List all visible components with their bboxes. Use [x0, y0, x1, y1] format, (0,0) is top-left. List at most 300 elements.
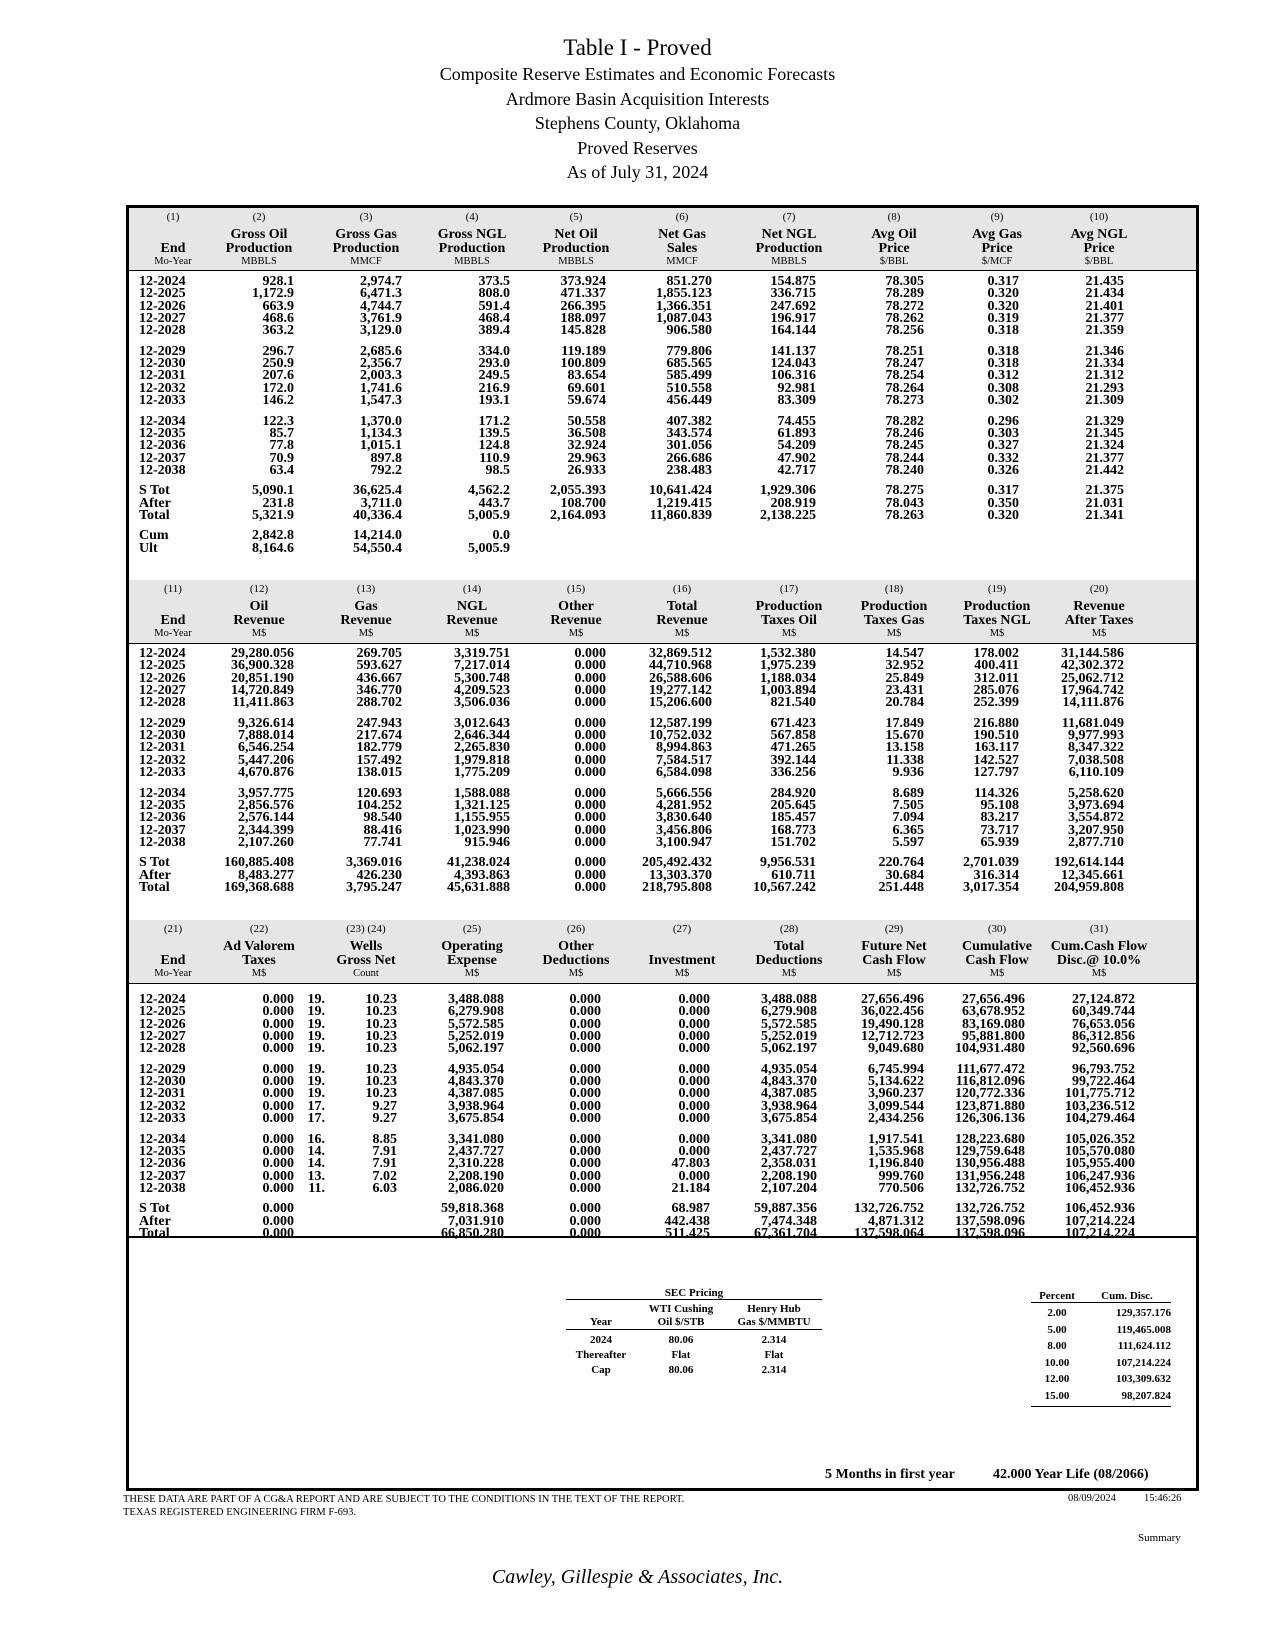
- column-header-line1: Cum.Cash Flow: [1050, 939, 1148, 954]
- cell-value: 44,710.968: [649, 658, 712, 674]
- report-title-block: [0, 34, 1275, 185]
- cell-value: 19,277.142: [649, 683, 712, 699]
- cell-value: 129,759.648: [955, 1143, 1025, 1159]
- months-first-year: 5 Months in first year: [825, 1467, 955, 1482]
- cell-value: 5,062.197: [761, 1041, 817, 1057]
- cell-value: 30.684: [885, 867, 924, 883]
- cell-value: 83.217: [980, 810, 1019, 826]
- column-number: (9): [990, 211, 1004, 223]
- cell-value: 59,818.368: [441, 1201, 504, 1217]
- table-row: [129, 1113, 1196, 1125]
- cell-value: 1,087.043: [656, 311, 712, 327]
- cell-value: 2,138.225: [760, 507, 816, 523]
- cell-value: 160,885.408: [224, 855, 294, 871]
- table-row: [129, 462, 1196, 478]
- cell-value: 0.296: [987, 413, 1019, 429]
- column-number: (19): [987, 583, 1007, 595]
- cell-value: 6,279.908: [761, 1004, 817, 1020]
- cell-value: 17.849: [885, 715, 924, 731]
- cell-value: 0.000: [262, 1213, 294, 1229]
- cell-value: 928.1: [262, 274, 294, 289]
- cell-value: 21.184: [671, 1180, 710, 1196]
- column-unit: MMCF: [666, 256, 698, 267]
- cell-value: 663.9: [262, 298, 294, 314]
- cell-value: 41,238.024: [447, 855, 510, 871]
- cell-value: 171.2: [478, 413, 510, 429]
- row-label: 12-2027: [139, 683, 186, 699]
- cell-value: 1,588.088: [454, 785, 510, 801]
- cell-value: 42,302.372: [1061, 658, 1124, 674]
- row-label: 12-2028: [139, 695, 186, 711]
- cell-value: 21.359: [1085, 323, 1124, 339]
- row-label: 12-2033: [139, 393, 186, 409]
- cell-value: 63,678.952: [962, 1004, 1025, 1020]
- cell-value: 20,851.190: [231, 670, 294, 686]
- cell-value: 5,321.9: [252, 507, 294, 523]
- cell-value: 0.000: [678, 1061, 710, 1077]
- column-header-line2: Taxes Gas: [863, 613, 925, 628]
- cell-value: 66,850.280: [441, 1225, 504, 1241]
- cell-value: 0.000: [262, 1061, 294, 1077]
- cell-value: 0.000: [569, 1016, 601, 1032]
- row-label: 12-2031: [139, 368, 186, 384]
- cell-value: 32.952: [885, 658, 924, 674]
- cell-value: 0.000: [569, 1061, 601, 1077]
- sec-gas-price: Flat: [764, 1349, 784, 1361]
- cell-value: 21.334: [1085, 356, 1124, 372]
- cell-value: 13.158: [885, 740, 924, 756]
- cell-value: 65.939: [980, 834, 1019, 850]
- disclaimer-text: THESE DATA ARE PART OF A CG&A REPORT AND ARE SUBJECT TO THE CONDITIONS IN THE TEXT OF THE REPORT.: [123, 1494, 685, 1505]
- cell-value: 21.442: [1085, 462, 1124, 478]
- footer-disclaimer: [123, 1493, 684, 1519]
- sec-gas-price: 2.314: [761, 1334, 787, 1346]
- cell-value: 36,900.328: [231, 658, 294, 674]
- cell-value: 0.000: [262, 1131, 294, 1147]
- cell-value: 131,956.248: [955, 1168, 1025, 1184]
- cell-value: 2,265.830: [454, 740, 510, 756]
- cell-value: 78.246: [885, 425, 924, 441]
- cell-value: 0.317: [987, 274, 1019, 289]
- cell-value: 2,003.3: [360, 368, 402, 384]
- cell-value: 8,164.6: [252, 540, 294, 556]
- report-time-stamp: 15:46:26: [1144, 1493, 1182, 1504]
- row-label: 12-2027: [139, 1029, 186, 1045]
- cell-value: 178.002: [973, 646, 1019, 661]
- cell-value: 0.000: [569, 1213, 601, 1229]
- cell-value: 316.314: [973, 867, 1019, 883]
- column-header-line1: Net Gas: [658, 227, 706, 242]
- cell-value: 0.327: [987, 438, 1019, 454]
- column-header-line2: Sales: [666, 241, 698, 256]
- cell-value: 7,217.014: [454, 658, 510, 674]
- column-number: (2): [252, 211, 266, 223]
- cell-value: 363.2: [262, 323, 294, 339]
- cell-value: 21.031: [1085, 495, 1124, 511]
- cell-value: 0.000: [574, 810, 606, 826]
- cell-value: 0.000: [262, 1201, 294, 1217]
- cell-value: 301.056: [666, 438, 712, 454]
- row-label: 12-2026: [139, 298, 186, 314]
- cell-value: 220.764: [878, 855, 924, 871]
- column-number: (29): [884, 923, 904, 935]
- discount-value: 103,309.632: [1116, 1373, 1171, 1385]
- percent-header: Percent: [1031, 1290, 1083, 1303]
- column-header-line2: End: [160, 953, 186, 968]
- cell-value: 610.711: [771, 867, 816, 883]
- cell-value: 510.558: [666, 380, 712, 396]
- cell-value: 137,598.096: [955, 1225, 1025, 1241]
- cell-value: 2,164.093: [550, 507, 606, 523]
- row-label: 12-2037: [139, 822, 186, 838]
- column-header-line2: Investment: [648, 953, 716, 968]
- cell-value: 8.85: [372, 1131, 397, 1147]
- cell-value: 85.7: [269, 425, 294, 441]
- row-label: Cum: [139, 528, 169, 544]
- cell-value: 114.326: [974, 785, 1019, 801]
- cell-value: 21.375: [1085, 483, 1124, 499]
- cell-value: 4,209.523: [454, 683, 510, 699]
- cell-value: 14.: [307, 1156, 325, 1172]
- cell-value: 42.717: [777, 462, 816, 478]
- column-header-line1: Gross Oil: [230, 227, 288, 242]
- cell-value: 1,547.3: [360, 393, 402, 409]
- column-header-line2: Cash Flow: [862, 953, 926, 968]
- cell-value: 0.000: [262, 1074, 294, 1090]
- cell-value: 9.27: [372, 1098, 397, 1114]
- cell-value: 3,488.088: [448, 992, 504, 1007]
- cell-value: 3,319.751: [454, 646, 510, 661]
- table-row: [129, 540, 1196, 556]
- cell-value: 296.7: [262, 343, 294, 359]
- cell-value: 10,567.242: [753, 879, 816, 895]
- cell-value: 4,387.085: [761, 1086, 817, 1102]
- cell-value: 0.000: [678, 1041, 710, 1057]
- row-label: 12-2027: [139, 311, 186, 327]
- cell-value: 63.4: [269, 462, 294, 478]
- report-title: Table I - Proved: [563, 35, 712, 60]
- column-header-line1: Wells: [349, 939, 383, 954]
- gas-header-line1: Henry Hub: [747, 1303, 801, 1315]
- cell-value: 0.320: [987, 507, 1019, 523]
- cell-value: 19.: [307, 1016, 325, 1032]
- cell-value: 27,656.496: [861, 992, 924, 1007]
- row-label: 12-2034: [139, 1131, 186, 1147]
- column-number: (13): [356, 583, 376, 595]
- table-row: [129, 507, 1196, 523]
- cell-value: 36.508: [567, 425, 606, 441]
- cell-value: 3,456.806: [656, 822, 712, 838]
- cell-value: 19,490.128: [861, 1016, 924, 1032]
- cell-value: 0.000: [678, 1074, 710, 1090]
- column-header-line2: Deductions: [755, 953, 823, 968]
- row-label: 12-2038: [139, 462, 186, 478]
- sec-oil-price: 80.06: [668, 1334, 694, 1346]
- column-unit: Mo-Year: [154, 256, 192, 267]
- row-label: After: [139, 495, 171, 511]
- cell-value: 6,546.254: [238, 740, 294, 756]
- cell-value: 0.000: [262, 1225, 294, 1241]
- column-number: (25): [462, 923, 482, 935]
- discount-value: 111,624.112: [1117, 1340, 1171, 1352]
- cell-value: 19.: [307, 1074, 325, 1090]
- cell-value: 0.000: [262, 1143, 294, 1159]
- column-header-line1: Revenue: [1073, 599, 1125, 614]
- sec-oil-price: Flat: [671, 1349, 691, 1361]
- cell-value: 78.043: [885, 495, 924, 511]
- cell-value: 1,929.306: [760, 483, 816, 499]
- cell-value: 0.000: [574, 646, 606, 661]
- cell-value: 15,206.600: [649, 695, 712, 711]
- cell-value: 407.382: [666, 413, 712, 429]
- column-header-line1: Other: [558, 939, 594, 954]
- cell-value: 19.: [307, 1061, 325, 1077]
- cell-value: 999.760: [878, 1168, 924, 1184]
- cell-value: 1,855.123: [656, 286, 712, 302]
- sec-year: Thereafter: [575, 1349, 627, 1361]
- cell-value: 1,188.034: [760, 670, 816, 686]
- cell-value: 0.320: [987, 298, 1019, 314]
- cell-value: 5.597: [892, 834, 924, 850]
- cell-value: 27,656.496: [962, 992, 1025, 1007]
- cell-value: 3,012.643: [454, 715, 510, 731]
- row-label: 12-2036: [139, 810, 186, 826]
- cell-value: 5,005.9: [468, 540, 510, 556]
- cell-value: 19.: [307, 992, 325, 1007]
- cell-value: 0.000: [569, 1041, 601, 1057]
- cell-value: 231.8: [262, 495, 294, 511]
- column-number: (7): [782, 211, 796, 223]
- cell-value: 163.117: [974, 740, 1019, 756]
- cell-value: 7,474.348: [761, 1213, 817, 1229]
- cell-value: 105,026.352: [1065, 1131, 1135, 1147]
- cell-value: 193.1: [478, 393, 510, 409]
- row-label: Total: [139, 879, 170, 895]
- cell-value: 126,306.136: [955, 1111, 1025, 1127]
- row-label: Total: [139, 1225, 170, 1241]
- cell-value: 1,196.840: [868, 1156, 924, 1172]
- cell-value: 250.9: [262, 356, 294, 372]
- cell-value: 10.23: [365, 1029, 397, 1045]
- cell-value: 106.316: [770, 368, 816, 384]
- cell-value: 105,570.080: [1065, 1143, 1135, 1159]
- cell-value: 132,726.752: [955, 1201, 1025, 1217]
- cell-value: 0.000: [678, 1004, 710, 1020]
- cell-value: 11.338: [886, 752, 924, 768]
- oil-header-line2: Oil $/STB: [657, 1316, 705, 1328]
- column-unit: MBBLS: [558, 256, 594, 267]
- cell-value: 0.000: [569, 1131, 601, 1147]
- cell-value: 0.000: [678, 1168, 710, 1184]
- column-number: (4): [465, 211, 479, 223]
- cell-value: 0.000: [569, 992, 601, 1007]
- cell-value: 0.000: [574, 695, 606, 711]
- cell-value: 343.574: [666, 425, 712, 441]
- cell-value: 54,550.4: [353, 540, 402, 556]
- cell-value: 21.435: [1085, 274, 1124, 289]
- cell-value: 61.893: [777, 425, 816, 441]
- row-label: 12-2029: [139, 715, 186, 731]
- cell-value: 78.256: [885, 323, 924, 339]
- cell-value: 29,280.056: [231, 646, 294, 661]
- cell-value: 5,572.585: [448, 1016, 504, 1032]
- cell-value: 5,252.019: [761, 1029, 817, 1045]
- cell-value: 168.773: [770, 822, 816, 838]
- cell-value: 2,842.8: [252, 528, 294, 544]
- cell-value: 0.319: [987, 311, 1019, 327]
- cell-value: 0.000: [569, 1168, 601, 1184]
- cell-value: 164.144: [770, 323, 816, 339]
- column-header-line2: Taxes: [242, 953, 276, 968]
- cell-value: 141.137: [770, 343, 816, 359]
- cell-value: 0.000: [262, 1086, 294, 1102]
- cell-value: 373.924: [560, 274, 606, 289]
- cell-value: 107,214.224: [1065, 1213, 1135, 1229]
- row-label: 12-2037: [139, 1168, 186, 1184]
- report-subtitle: Stephens County, Oklahoma: [534, 113, 741, 133]
- row-label: 12-2024: [139, 274, 186, 289]
- cell-value: 7.91: [372, 1143, 397, 1159]
- cell-value: 436.667: [356, 670, 402, 686]
- row-label: 12-2036: [139, 1156, 186, 1172]
- cell-value: 1,917.541: [868, 1131, 924, 1147]
- cell-value: 0.303: [987, 425, 1019, 441]
- column-header-line2: Revenue: [446, 613, 498, 628]
- column-unit: M$: [464, 628, 480, 639]
- cell-value: 21.329: [1085, 413, 1124, 429]
- cell-value: 0.000: [574, 765, 606, 781]
- cell-value: 0.0: [492, 528, 510, 544]
- cell-value: 685.565: [666, 356, 712, 372]
- table-row: [129, 1043, 1196, 1055]
- cell-value: 4,387.085: [448, 1086, 504, 1102]
- column-unit: MBBLS: [771, 256, 807, 267]
- cell-value: 83.309: [777, 393, 816, 409]
- cell-value: 2,646.344: [454, 728, 510, 744]
- cell-value: 5,666.556: [656, 785, 712, 801]
- cell-value: 4,935.054: [761, 1061, 817, 1077]
- cell-value: 73.717: [980, 822, 1019, 838]
- cell-value: 3,675.854: [761, 1111, 817, 1127]
- column-number: (21): [163, 923, 183, 935]
- cell-value: 78.272: [885, 298, 924, 314]
- sec-year: Cap: [591, 1364, 611, 1376]
- cell-value: 4,281.952: [656, 797, 712, 813]
- sec-header-rule: [566, 1329, 822, 1330]
- cell-value: 770.506: [878, 1180, 924, 1196]
- cell-value: 266.395: [560, 298, 606, 314]
- cell-value: 3,973.694: [1068, 797, 1124, 813]
- cell-value: 2,358.031: [761, 1156, 817, 1172]
- cell-value: 11,860.839: [649, 507, 712, 523]
- cell-value: 0.000: [574, 670, 606, 686]
- cell-value: 124.043: [770, 356, 816, 372]
- cell-value: 2,974.7: [360, 274, 402, 289]
- summary-label: Summary: [1138, 1532, 1181, 1544]
- cell-value: 10.23: [365, 1061, 397, 1077]
- cell-value: 139.5: [478, 425, 510, 441]
- column-number: (3): [359, 211, 373, 223]
- cell-value: 50.558: [567, 413, 606, 429]
- cell-value: 100.809: [560, 356, 606, 372]
- cell-value: 21.434: [1085, 286, 1124, 302]
- column-number: (20): [1089, 583, 1109, 595]
- cell-value: 10.23: [365, 1004, 397, 1020]
- cell-value: 14.547: [885, 646, 924, 661]
- cell-value: 29.963: [567, 450, 606, 466]
- cell-value: 1,321.125: [454, 797, 510, 813]
- cell-value: 6,584.098: [656, 765, 712, 781]
- cell-value: 0.000: [262, 1180, 294, 1196]
- cell-value: 285.076: [973, 683, 1019, 699]
- row-label: 12-2035: [139, 797, 186, 813]
- cell-value: 142.527: [973, 752, 1019, 768]
- cell-value: 1,155.955: [454, 810, 510, 826]
- column-header-line1: Gross NGL: [437, 227, 507, 242]
- cell-value: 0.000: [569, 1074, 601, 1090]
- column-number: (11): [164, 583, 182, 595]
- cell-value: 0.332: [987, 450, 1019, 466]
- cell-value: 0.000: [569, 1004, 601, 1020]
- cell-value: 10,752.032: [649, 728, 712, 744]
- cell-value: 188.097: [560, 311, 606, 327]
- cell-value: 0.000: [574, 658, 606, 674]
- cell-value: 6.365: [892, 822, 924, 838]
- cell-value: 0.000: [574, 822, 606, 838]
- column-header-line2: Revenue: [233, 613, 285, 628]
- column-unit: M$: [886, 628, 902, 639]
- cell-value: 6,279.908: [448, 1004, 504, 1020]
- cell-value: 47.902: [777, 450, 816, 466]
- cell-value: 205.645: [770, 797, 816, 813]
- discount-percent: 2.00: [1047, 1307, 1067, 1319]
- cell-value: 336.715: [770, 286, 816, 302]
- cell-value: 16.: [307, 1131, 325, 1147]
- cell-value: 3,830.640: [656, 810, 712, 826]
- column-unit: M$: [568, 628, 584, 639]
- discount-value: 107,214.224: [1116, 1356, 1171, 1369]
- cell-value: 69.601: [567, 380, 606, 396]
- row-label: Total: [139, 507, 170, 523]
- report-date-stamp: 08/09/2024: [1068, 1493, 1116, 1504]
- cell-value: 238.483: [666, 462, 712, 478]
- cell-value: 21.324: [1085, 438, 1124, 454]
- cell-value: 6,745.994: [868, 1061, 924, 1077]
- cell-value: 1,003.894: [760, 683, 816, 699]
- cell-value: 3,675.854: [448, 1111, 504, 1127]
- column-unit: M$: [781, 968, 797, 979]
- column-number: (26): [566, 923, 586, 935]
- cell-value: 78.240: [885, 462, 924, 478]
- cell-value: 14,214.0: [353, 528, 402, 544]
- cell-value: 9,977.993: [1068, 728, 1124, 744]
- cell-value: 1,134.3: [360, 425, 402, 441]
- cell-value: 4,744.7: [360, 298, 402, 314]
- cell-value: 19.: [307, 1041, 325, 1057]
- column-number: (14): [462, 583, 482, 595]
- cell-value: 2,055.393: [550, 483, 606, 499]
- cell-value: 132,726.752: [955, 1180, 1025, 1196]
- row-label: Ult: [139, 540, 158, 556]
- cell-value: 3,369.016: [346, 855, 402, 871]
- column-unit: $/MCF: [981, 256, 1013, 267]
- cell-value: 54.209: [777, 438, 816, 454]
- column-unit: M$: [358, 628, 374, 639]
- cell-value: 14,720.849: [231, 683, 294, 699]
- column-header-line1: NGL: [456, 599, 488, 614]
- column-unit: M$: [674, 628, 690, 639]
- row-label: 12-2032: [139, 380, 186, 396]
